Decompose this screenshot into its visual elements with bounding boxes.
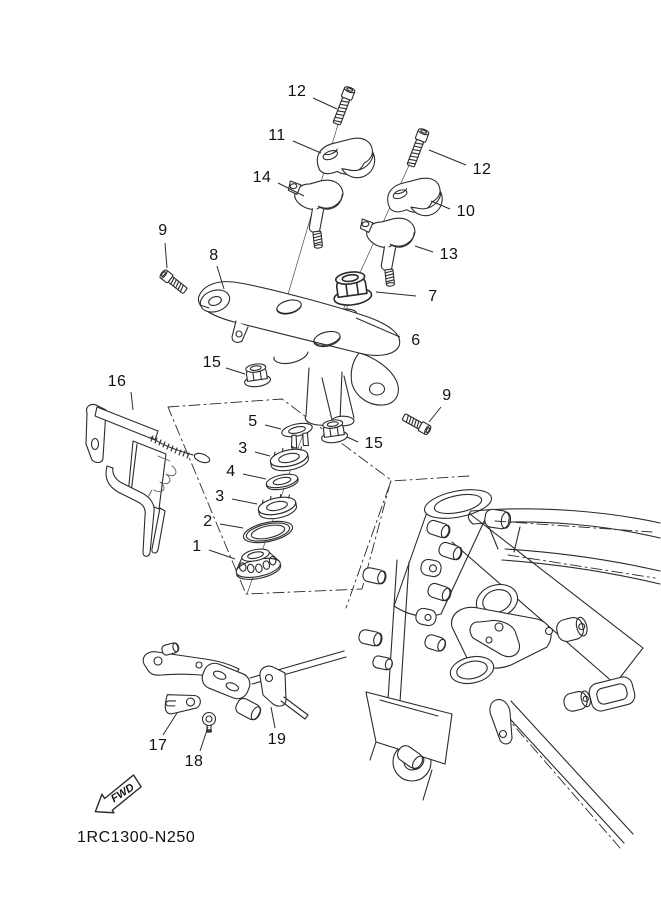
leader-line-1 — [209, 550, 235, 559]
callout-6: 6 — [411, 332, 421, 349]
leader-line-13 — [415, 246, 433, 252]
callout-8: 8 — [209, 247, 219, 264]
leader-line-17 — [163, 713, 177, 735]
callout-9: 9 — [442, 387, 452, 404]
leader-line-2 — [220, 524, 243, 528]
callout-4: 4 — [226, 463, 236, 480]
callout-15: 15 — [202, 354, 222, 371]
callout-18: 18 — [184, 753, 204, 770]
leader-line-15 — [347, 437, 358, 442]
leader-line-15 — [226, 368, 245, 374]
leader-line-11 — [293, 141, 321, 153]
leader-line-18 — [200, 727, 208, 751]
callout-12: 12 — [287, 83, 307, 100]
callout-10: 10 — [456, 203, 476, 220]
callout-11: 11 — [268, 127, 286, 144]
callout-2: 2 — [203, 513, 213, 530]
leader-line-9 — [429, 407, 441, 422]
callout-5: 5 — [248, 413, 258, 430]
leader-line-12 — [313, 98, 337, 109]
leader-line-3 — [232, 499, 257, 504]
callout-7: 7 — [428, 288, 438, 305]
callout-14: 14 — [252, 169, 272, 186]
leader-line-19 — [271, 707, 275, 728]
callout-3: 3 — [238, 440, 248, 457]
leader-line-3 — [255, 452, 270, 456]
fwd-label: FWD — [108, 781, 137, 806]
leader-line-14 — [278, 183, 304, 196]
leader-line-10 — [431, 201, 450, 209]
callout-3: 3 — [215, 488, 225, 505]
callout-13: 13 — [439, 246, 459, 263]
callout-1: 1 — [192, 538, 202, 555]
leader-line-6 — [356, 318, 400, 337]
callout-17: 17 — [148, 737, 168, 754]
leader-line-7 — [376, 292, 416, 296]
leader-line-9 — [165, 243, 167, 268]
leader-line-8 — [217, 266, 224, 289]
callout-19: 19 — [267, 731, 287, 748]
leader-line-4 — [243, 474, 266, 479]
callout-12: 12 — [472, 161, 492, 178]
leader-line-5 — [265, 425, 281, 429]
leader-line-16 — [131, 392, 133, 410]
callout-9: 9 — [158, 222, 168, 239]
part-code-label: 1RC1300-N250 — [77, 829, 196, 846]
leader-line-12 — [429, 150, 466, 165]
callout-15: 15 — [364, 435, 384, 452]
callout-16: 16 — [107, 373, 127, 390]
